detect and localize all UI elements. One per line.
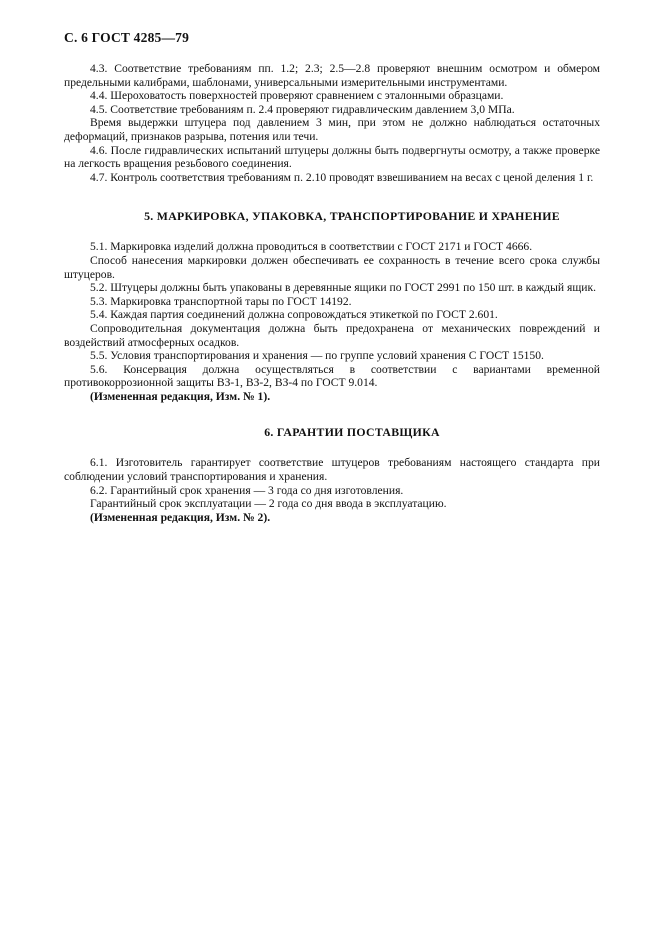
amendment-note-1: (Измененная редакция, Изм. № 1). [90, 389, 271, 403]
paragraph-4-7: 4.7. Контроль соответствия требованиям п. 2.10 проводят взвешиванием на весах с ценой деления 1 г. [90, 170, 594, 184]
section-5-title: 5. МАРКИРОВКА, УПАКОВКА, ТРАНСПОРТИРОВАНИЕ И ХРАНЕНИЕ [144, 209, 560, 224]
paragraph-4-3: 4.3. Соответствие требованиям пп. 1.2; 2.3; 2.5—2.8 проверяют внешним осмотром и обмером предельными калибрами, шаблонами, универсальными измерительными инструментами. [64, 62, 600, 89]
section-6-title: 6. ГАРАНТИИ ПОСТАВЩИКА [264, 425, 440, 440]
paragraph-5-1-marking-method: Способ нанесения маркировки должен обеспечивать ее сохранность в течение всего срока службы штуцеров. [64, 253, 600, 281]
paragraph-5-4: 5.4. Каждая партия соединений должна сопровождаться этикеткой по ГОСТ 2.601. [90, 308, 498, 322]
paragraph-4-6: 4.6. После гидравлических испытаний штуцеры должны быть подвергнуты осмотру, а также проверке на легкость вращения резьбового соединения. [64, 143, 600, 171]
paragraph-5-3: 5.3. Маркировка транспортной тары по ГОСТ 14192. [90, 294, 352, 308]
paragraph-5-2: 5.2. Штуцеры должны быть упакованы в деревянные ящики по ГОСТ 2991 по 150 шт. в каждый ящик. [90, 281, 597, 295]
paragraph-5-6: 5.6. Консервация должна осуществляться в соответствии с вариантами временной противокоррозионной защиты ВЗ-1, ВЗ-2, ВЗ-4 по ГОСТ 9.014. [64, 362, 600, 390]
page-content [64, 62, 600, 524]
paragraph-6-2-operation-warranty: Гарантийный срок эксплуатации — 2 года со дня ввода в эксплуатацию. [90, 497, 447, 511]
paragraph-4-4: 4.4. Шероховатость поверхностей проверяют сравнением с эталонными образцами. [90, 89, 504, 103]
amendment-note-2: (Измененная редакция, Изм. № 2). [90, 510, 271, 524]
paragraph-5-5: 5.5. Условия транспортирования и хранения — по группе условий хранения С ГОСТ 15150. [90, 349, 544, 363]
page-header: С. 6 ГОСТ 4285—79 [64, 30, 190, 45]
paragraph-6-2: 6.2. Гарантийный срок хранения — 3 года со дня изготовления. [90, 483, 404, 497]
paragraph-5-4-documentation: Сопроводительная документация должна быть предохранена от механических повреждений и воздействий атмосферных осадков. [64, 321, 600, 349]
paragraph-4-5-hold-time: Время выдержки штуцера под давлением 3 мин, при этом не должно наблюдаться остаточных деформаций, признаков разрыва, потения или течи. [64, 116, 600, 143]
paragraph-5-1: 5.1. Маркировка изделий должна проводиться в соответствии с ГОСТ 2171 и ГОСТ 4666. [90, 240, 533, 254]
paragraph-4-5: 4.5. Соответствие требованиям п. 2.4 проверяют гидравлическим давлением 3,0 МПа. [90, 102, 515, 116]
paragraph-6-1: 6.1. Изготовитель гарантирует соответствие штуцеров требованиям настоящего стандарта при соблюдении условий транспортирования и хранения. [64, 456, 600, 484]
